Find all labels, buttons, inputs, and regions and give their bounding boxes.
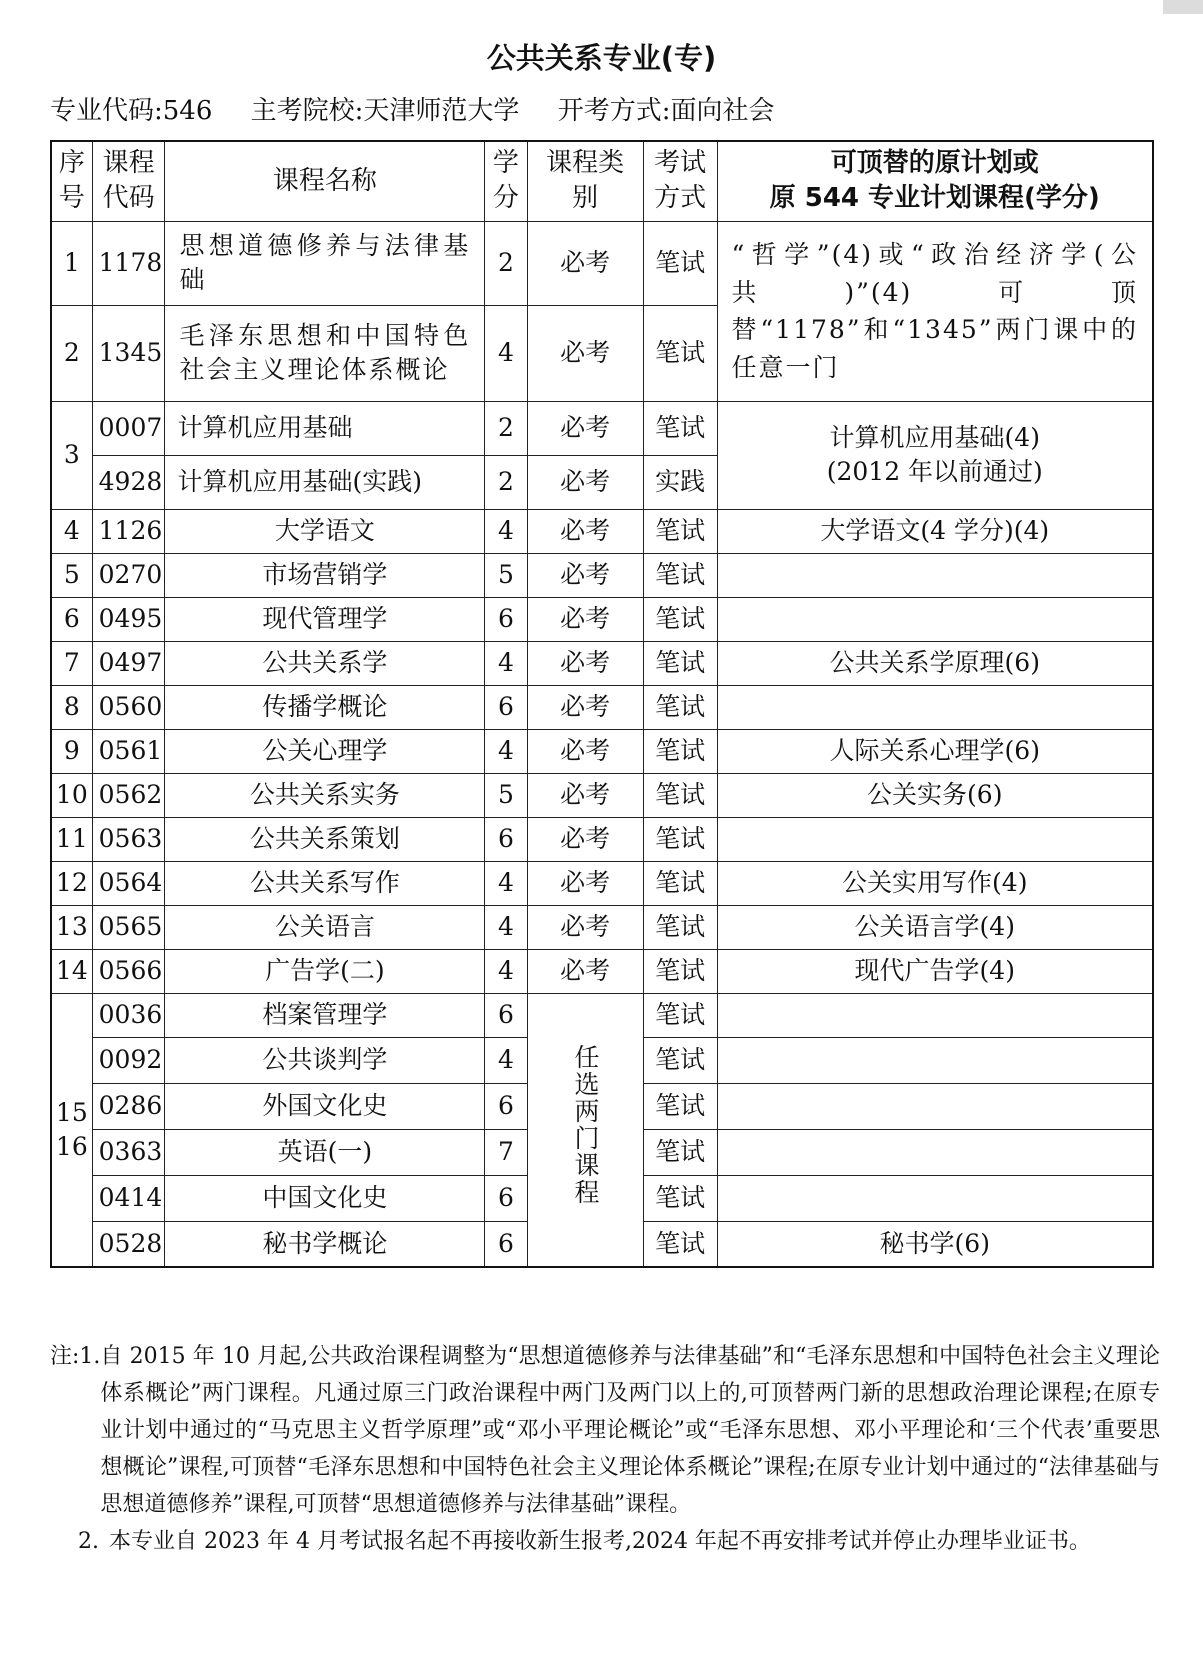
type-cell <box>527 993 643 1267</box>
table-row <box>51 817 1153 861</box>
exam-cell: 笔试 <box>643 905 717 949</box>
seq-cell: 14 <box>51 949 92 993</box>
credit-cell: 4 <box>485 509 527 553</box>
credit-cell: 2 <box>485 221 527 305</box>
credit-cell: 5 <box>485 553 527 597</box>
name-cell: 计算机应用基础(实践) <box>165 455 485 509</box>
exam-cell: 笔试 <box>643 305 717 401</box>
header-exam: 考试方式 <box>643 141 717 221</box>
type-cell: 必考 <box>527 553 643 597</box>
replace-cell <box>717 1083 1153 1129</box>
seq-cell: 4 <box>51 509 92 553</box>
name-cell: 公共关系实务 <box>165 773 485 817</box>
replace-cell: 秘书学(6) <box>717 1221 1153 1267</box>
seq-value: 15 <box>55 1098 88 1127</box>
exam-cell: 笔试 <box>643 401 717 455</box>
name-cell: 广告学(二) <box>165 949 485 993</box>
credit-cell: 4 <box>485 1037 527 1083</box>
type-cell: 必考 <box>527 597 643 641</box>
exam-cell: 笔试 <box>643 641 717 685</box>
code-cell: 1126 <box>92 509 165 553</box>
credit-cell: 2 <box>485 401 527 455</box>
seq-cell: 6 <box>51 597 92 641</box>
exam-cell: 笔试 <box>643 1175 717 1221</box>
table-row <box>51 905 1153 949</box>
name-cell: 传播学概论 <box>165 685 485 729</box>
credit-cell: 4 <box>485 641 527 685</box>
course-table <box>50 140 1154 1268</box>
table-row <box>51 221 1153 305</box>
exam-cell: 笔试 <box>643 729 717 773</box>
replace-cell <box>717 401 1153 509</box>
seq-cell: 3 <box>51 401 92 509</box>
replace-cell: 公关实务(6) <box>717 773 1153 817</box>
credit-cell: 7 <box>485 1129 527 1175</box>
name-cell: 公共关系写作 <box>165 861 485 905</box>
type-cell: 必考 <box>527 509 643 553</box>
exam-cell: 笔试 <box>643 597 717 641</box>
code-cell: 0565 <box>92 905 165 949</box>
name-cell: 公共谈判学 <box>165 1037 485 1083</box>
exam-mode: 开考方式:面向社会 <box>557 96 775 126</box>
exam-school: 主考院校:天津师范大学 <box>250 96 520 126</box>
code-cell: 1178 <box>92 221 165 305</box>
name-cell: 外国文化史 <box>165 1083 485 1129</box>
note-2-text: 本专业自 2023 年 4 月考试报名起不再接收新生报考,2024 年起不再安排考试并停止办理毕业证书。 <box>109 1529 1091 1554</box>
replace-line: (2012 年以前通过) <box>826 457 1043 486</box>
type-cell: 必考 <box>527 455 643 509</box>
code-cell: 0007 <box>92 401 165 455</box>
exam-cell: 笔试 <box>643 817 717 861</box>
replace-cell <box>717 1037 1153 1083</box>
credit-cell: 4 <box>485 949 527 993</box>
replace-cell: 公共关系学原理(6) <box>717 641 1153 685</box>
name-cell: 公共关系学 <box>165 641 485 685</box>
seq-value: 16 <box>55 1131 88 1161</box>
code-cell: 0414 <box>92 1175 165 1221</box>
credit-cell: 2 <box>485 455 527 509</box>
replace-cell: 人际关系心理学(6) <box>717 729 1153 773</box>
type-cell: 必考 <box>527 773 643 817</box>
code-cell: 0495 <box>92 597 165 641</box>
replace-cell <box>717 993 1153 1037</box>
code-cell: 0363 <box>92 1129 165 1175</box>
page-title: 公共关系专业(专) <box>486 41 717 75</box>
replace-cell <box>717 817 1153 861</box>
seq-cell: 8 <box>51 685 92 729</box>
code-cell: 0286 <box>92 1083 165 1129</box>
replace-cell: 现代广告学(4) <box>717 949 1153 993</box>
credit-cell: 6 <box>485 685 527 729</box>
code-cell: 0564 <box>92 861 165 905</box>
name-cell: 英语(一) <box>165 1129 485 1175</box>
header-replace <box>717 141 1153 221</box>
name-cell: 档案管理学 <box>165 993 485 1037</box>
type-cell: 必考 <box>527 817 643 861</box>
table-row <box>51 401 1153 455</box>
table-row <box>51 993 1153 1037</box>
type-cell: 必考 <box>527 641 643 685</box>
type-cell: 必考 <box>527 221 643 305</box>
header-credit: 学分 <box>485 141 527 221</box>
table-row <box>51 641 1153 685</box>
seq-cell: 10 <box>51 773 92 817</box>
exam-cell: 笔试 <box>643 1083 717 1129</box>
exam-cell: 实践 <box>643 455 717 509</box>
credit-cell: 4 <box>485 729 527 773</box>
code-cell: 0562 <box>92 773 165 817</box>
credit-cell: 6 <box>485 817 527 861</box>
name-cell: 公共关系策划 <box>165 817 485 861</box>
name-cell: 公关心理学 <box>165 729 485 773</box>
seq-cell: 9 <box>51 729 92 773</box>
note-1-text: 自 2015 年 10 月起,公共政治课程调整为“思想道德修养与法律基础”和“毛泽东思想和中国特色社会主义理论体系概论”两门课程。凡通过原三门政治课程中两门及两门以上的,可顶替两门新的思想政治理论课程;在原专业计划中通过的“马克思主义哲学原理”或“邓小平理论概论”或“毛泽东思想、邓小平理论和‘三个代表’重要思想概论”课程,可顶替“毛泽东思想和中国特色社会主义理论体系概论”课程;在原专业计划中通过的“法律基础与思想道德修养”课程,可顶替“思想道德修养与法律基础”课程。 <box>100 1344 1160 1517</box>
seq-cell: 11 <box>51 817 92 861</box>
type-cell: 必考 <box>527 401 643 455</box>
seq-cell: 1 <box>51 221 92 305</box>
elective-type: 任选两门课程 <box>570 1044 600 1207</box>
name-cell: 现代管理学 <box>165 597 485 641</box>
credit-cell: 4 <box>485 861 527 905</box>
note-2 <box>50 1523 1160 1560</box>
code-cell: 0560 <box>92 685 165 729</box>
table-row <box>51 553 1153 597</box>
exam-cell: 笔试 <box>643 1037 717 1083</box>
code-cell: 0528 <box>92 1221 165 1267</box>
code-cell: 0036 <box>92 993 165 1037</box>
major-code: 专业代码:546 <box>50 96 213 126</box>
header-name: 课程名称 <box>165 141 485 221</box>
code-cell: 4928 <box>92 455 165 509</box>
note-1-label: 注:1. <box>50 1344 101 1369</box>
seq-cell: 2 <box>51 305 92 401</box>
replace-cell: 大学语文(4 学分)(4) <box>717 509 1153 553</box>
name-cell: 大学语文 <box>165 509 485 553</box>
credit-cell: 6 <box>485 1175 527 1221</box>
code-cell: 1345 <box>92 305 165 401</box>
name-cell: 秘书学概论 <box>165 1221 485 1267</box>
exam-cell: 笔试 <box>643 221 717 305</box>
header-replace-line2: 原 544 专业计划课程(学分) <box>769 183 1100 214</box>
credit-cell: 5 <box>485 773 527 817</box>
code-cell: 0561 <box>92 729 165 773</box>
exam-cell: 笔试 <box>643 949 717 993</box>
table-row <box>51 773 1153 817</box>
exam-cell: 笔试 <box>643 509 717 553</box>
exam-cell: 笔试 <box>643 685 717 729</box>
exam-cell: 笔试 <box>643 1221 717 1267</box>
code-cell: 0270 <box>92 553 165 597</box>
name-cell: 市场营销学 <box>165 553 485 597</box>
page-corner-decoration <box>1163 0 1203 14</box>
table-row <box>51 509 1153 553</box>
credit-cell: 6 <box>485 597 527 641</box>
name-cell: 毛泽东思想和中国特色社会主义理论体系概论 <box>165 305 485 401</box>
type-cell: 必考 <box>527 685 643 729</box>
table-row <box>51 685 1153 729</box>
replace-cell: 公关语言学(4) <box>717 905 1153 949</box>
credit-cell: 4 <box>485 905 527 949</box>
code-cell: 0092 <box>92 1037 165 1083</box>
header-replace-line1: 可顶替的原计划或 <box>830 148 1039 179</box>
replace-cell <box>717 597 1153 641</box>
credit-cell: 4 <box>485 305 527 401</box>
exam-cell: 笔试 <box>643 773 717 817</box>
credit-cell: 6 <box>485 1083 527 1129</box>
seq-cell <box>51 993 92 1267</box>
replace-cell <box>717 685 1153 729</box>
name-cell: 思想道德修养与法律基础 <box>165 221 485 305</box>
credit-cell: 6 <box>485 993 527 1037</box>
type-cell: 必考 <box>527 905 643 949</box>
header-row <box>51 141 1153 221</box>
credit-cell: 6 <box>485 1221 527 1267</box>
note-1 <box>50 1338 1160 1523</box>
replace-cell: “哲学”(4)或“政治经济学(公共)”(4)可顶替“1178”和“1345”两门课中的任意一门 <box>717 221 1153 401</box>
type-cell: 必考 <box>527 949 643 993</box>
exam-cell: 笔试 <box>643 861 717 905</box>
exam-cell: 笔试 <box>643 1129 717 1175</box>
name-cell: 公关语言 <box>165 905 485 949</box>
exam-cell: 笔试 <box>643 993 717 1037</box>
replace-line: 计算机应用基础(4) <box>829 423 1040 453</box>
header-seq: 序号 <box>51 141 92 221</box>
replace-cell <box>717 1129 1153 1175</box>
table-row <box>51 861 1153 905</box>
seq-cell: 12 <box>51 861 92 905</box>
type-cell: 必考 <box>527 861 643 905</box>
name-cell: 中国文化史 <box>165 1175 485 1221</box>
replace-cell: 公关实用写作(4) <box>717 861 1153 905</box>
seq-cell: 5 <box>51 553 92 597</box>
notes <box>50 1338 1160 1560</box>
table-row <box>51 597 1153 641</box>
table-row <box>51 729 1153 773</box>
type-cell: 必考 <box>527 729 643 773</box>
header-type: 课程类别 <box>527 141 643 221</box>
note-2-label: 2. <box>78 1529 99 1554</box>
header-code: 课程代码 <box>92 141 165 221</box>
table-row <box>51 949 1153 993</box>
seq-cell: 13 <box>51 905 92 949</box>
replace-cell <box>717 553 1153 597</box>
major-meta <box>50 90 804 127</box>
code-cell: 0563 <box>92 817 165 861</box>
replace-cell <box>717 1175 1153 1221</box>
type-cell: 必考 <box>527 305 643 401</box>
exam-cell: 笔试 <box>643 553 717 597</box>
name-cell: 计算机应用基础 <box>165 401 485 455</box>
seq-cell: 7 <box>51 641 92 685</box>
code-cell: 0566 <box>92 949 165 993</box>
code-cell: 0497 <box>92 641 165 685</box>
